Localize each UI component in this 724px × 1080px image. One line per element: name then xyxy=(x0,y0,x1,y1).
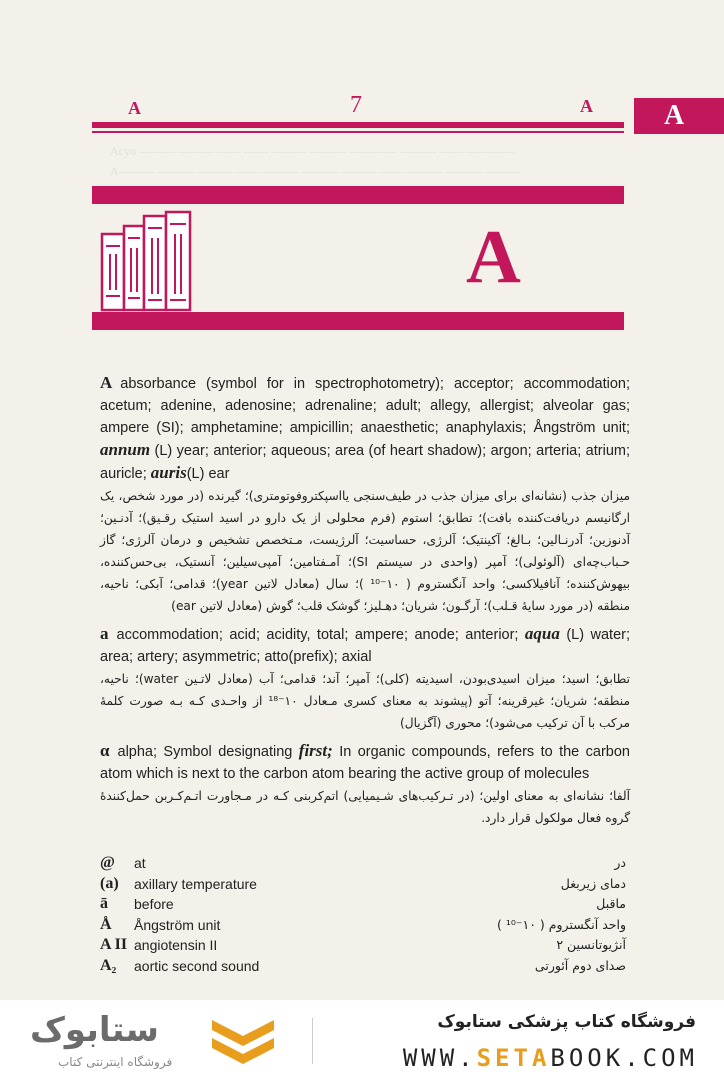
entry-persian: آلفا؛ نشانه‌ای به معنای اولین؛ (در تـرکیب‌های شـیمیایی) اتم‌کربنی کـه در مـجاورت اتـم‌کـربن حمل‌کنندهٔ گروه فعال مولکول قرار دارد. xyxy=(100,789,630,825)
store-url-link[interactable]: WWW.SETABOOK.COM xyxy=(402,1044,698,1072)
abbreviation-key: A₂ xyxy=(100,956,117,974)
list-item xyxy=(100,916,630,937)
store-name: فروشگاه کتاب پزشکی ستابوک xyxy=(437,1012,696,1032)
entry-headword: α xyxy=(100,741,110,760)
abbreviation-english: at xyxy=(134,855,146,871)
section-banner-top xyxy=(92,186,624,204)
store-logo-text: ستابوک xyxy=(30,1010,159,1050)
entry-persian: تطابق؛ اسید؛ میزان اسیدی‌بودن، اسیدیته (کلی)؛ آمپر؛ آند؛ قدامی؛ آب (معادل لاتـین water)؛ ناحیه، منطقه؛ شریان؛ غیرقرینه؛ آتو (پیشوند به معنای کسری مـعادل ۱۰⁻¹⁸ از واحـدی کـه بـه صورت کلمهٔ مرکب با آن ترکیب می‌شود)؛ محوری (آگزیال) xyxy=(100,672,630,730)
abbreviation-persian: ماقبل xyxy=(596,896,626,911)
abbreviation-key: Å xyxy=(100,915,112,933)
store-footer xyxy=(0,1000,724,1080)
list-item xyxy=(100,936,630,957)
entry-headword: A xyxy=(100,373,113,392)
dictionary-entries xyxy=(100,372,630,835)
entry-english: A absorbance (symbol for in spectrophotometry); acceptor; accommodation; acetum; adenine, adenosine; adrenaline; adult; allegy, allergist; alveolar gas; ampere (SI); amphetamine; ampicillin; anaesthetic; anaphylaxis; Ångström unit; annum (L) year; anterior; aqueous; area (of heart shadow); argon; arteria; atrium; auricle; auris(L) ear xyxy=(100,373,630,482)
abbreviation-persian: در xyxy=(614,855,626,870)
abbreviation-persian: دمای زیربغل xyxy=(560,875,626,891)
chevron-logo-icon xyxy=(208,1016,278,1075)
entry-persian: میزان جذب (نشانه‌ای برای میزان جذب در طیف‌سنجی یااسپکتروفوتومتری)؛ گیرنده (در مورد شخص، یک ارگانیسم دریافت‌کننده بافت)؛ تطابق؛ استوم (فرم محلولی از یک دارو در اسید استیک رقـیق)؛ آدنـین؛ آدنوزین؛ آدرنـالین؛ بـالغ؛ آکینتیک؛ آلرژی، حساسیت؛ آلرژیست، مـتخصص تشخیص و درمان آلرژی؛ گاز حـباب‌چه‌ای (آلوئولی)؛ آمپر (واحدی در سیستم SI)؛ آمـفتامین؛ آمپی‌سیلین؛ آنستیک، بی‌حس‌کننده، بیهوش‌کننده؛ آنافیلاکسی؛ واحد آنگستروم ( ۱۰⁻¹⁰ )؛ سال (معادل لاتین year)؛ قدامی؛ آبکی؛ ناحیه، منطقه (در مورد سایهٔ قـلب)؛ آرگـون؛ شریان؛ دهـلیز؛ گوشک قلب؛ گوش (معادل لاتین ear) xyxy=(100,489,630,613)
latin-term: annum xyxy=(100,440,151,459)
abbreviation-persian: واحد آنگستروم ( ۱۰⁻¹⁰ ) xyxy=(497,916,626,932)
section-letter: A xyxy=(466,215,521,299)
store-logo-subtitle: فروشگاه اینترنتی کتاب xyxy=(58,1055,173,1069)
latin-term: auris xyxy=(150,463,187,482)
abbreviation-english: Ångström unit xyxy=(134,916,221,933)
abbreviation-list xyxy=(100,854,630,977)
footer-divider xyxy=(312,1018,313,1064)
latin-term: first; xyxy=(298,741,333,760)
thumb-index-tab xyxy=(634,98,724,134)
running-head-right-letter: A xyxy=(580,96,593,116)
abbreviation-english: angiotensin II xyxy=(134,937,218,953)
header-rule-thin xyxy=(92,131,624,133)
abbreviation-english: aortic second sound xyxy=(134,957,260,974)
list-item xyxy=(100,854,630,875)
running-head-left-letter: A xyxy=(128,98,141,118)
books-icon xyxy=(98,204,198,314)
bleed-through-text: Acyo ——— ——— —— —— ——— ——— ———— ——— —— ———— xyxy=(110,144,514,158)
abbreviation-key: @ xyxy=(100,854,115,871)
list-item xyxy=(100,895,630,916)
entry-headword: a xyxy=(100,624,109,643)
list-item xyxy=(100,875,630,896)
abbreviation-key: (a) xyxy=(100,874,119,892)
latin-term: aqua xyxy=(524,624,560,643)
page-number: 7 xyxy=(350,92,362,118)
section-banner-bottom xyxy=(92,312,624,330)
abbreviation-persian: آنژیوتانسین ۲ xyxy=(556,937,626,952)
list-item xyxy=(100,957,630,978)
header-rule xyxy=(92,122,624,128)
entry-english: a accommodation; acid; acidity, total; ampere; anode; anterior; aqua (L) water; area; artery; asymmetric; atto(prefix); axial xyxy=(100,624,631,665)
abbreviation-persian: صدای دوم آئورتی xyxy=(534,957,626,973)
entry-english: α alpha; Symbol designating first; In organic compounds, refers to the carbon atom which is next to the carbon atom bearing the active group of molecules xyxy=(100,741,630,782)
abbreviation-key: ā xyxy=(100,895,108,912)
thumb-index-letter: A xyxy=(664,100,685,131)
abbreviation-key: A II xyxy=(100,936,128,953)
abbreviation-english: axillary temperature xyxy=(134,875,257,892)
abbreviation-english: before xyxy=(134,896,174,912)
bleed-through-text: A——— ——— ——— —— ——— ——— ——— —— ——— ——— ——— xyxy=(110,164,521,178)
